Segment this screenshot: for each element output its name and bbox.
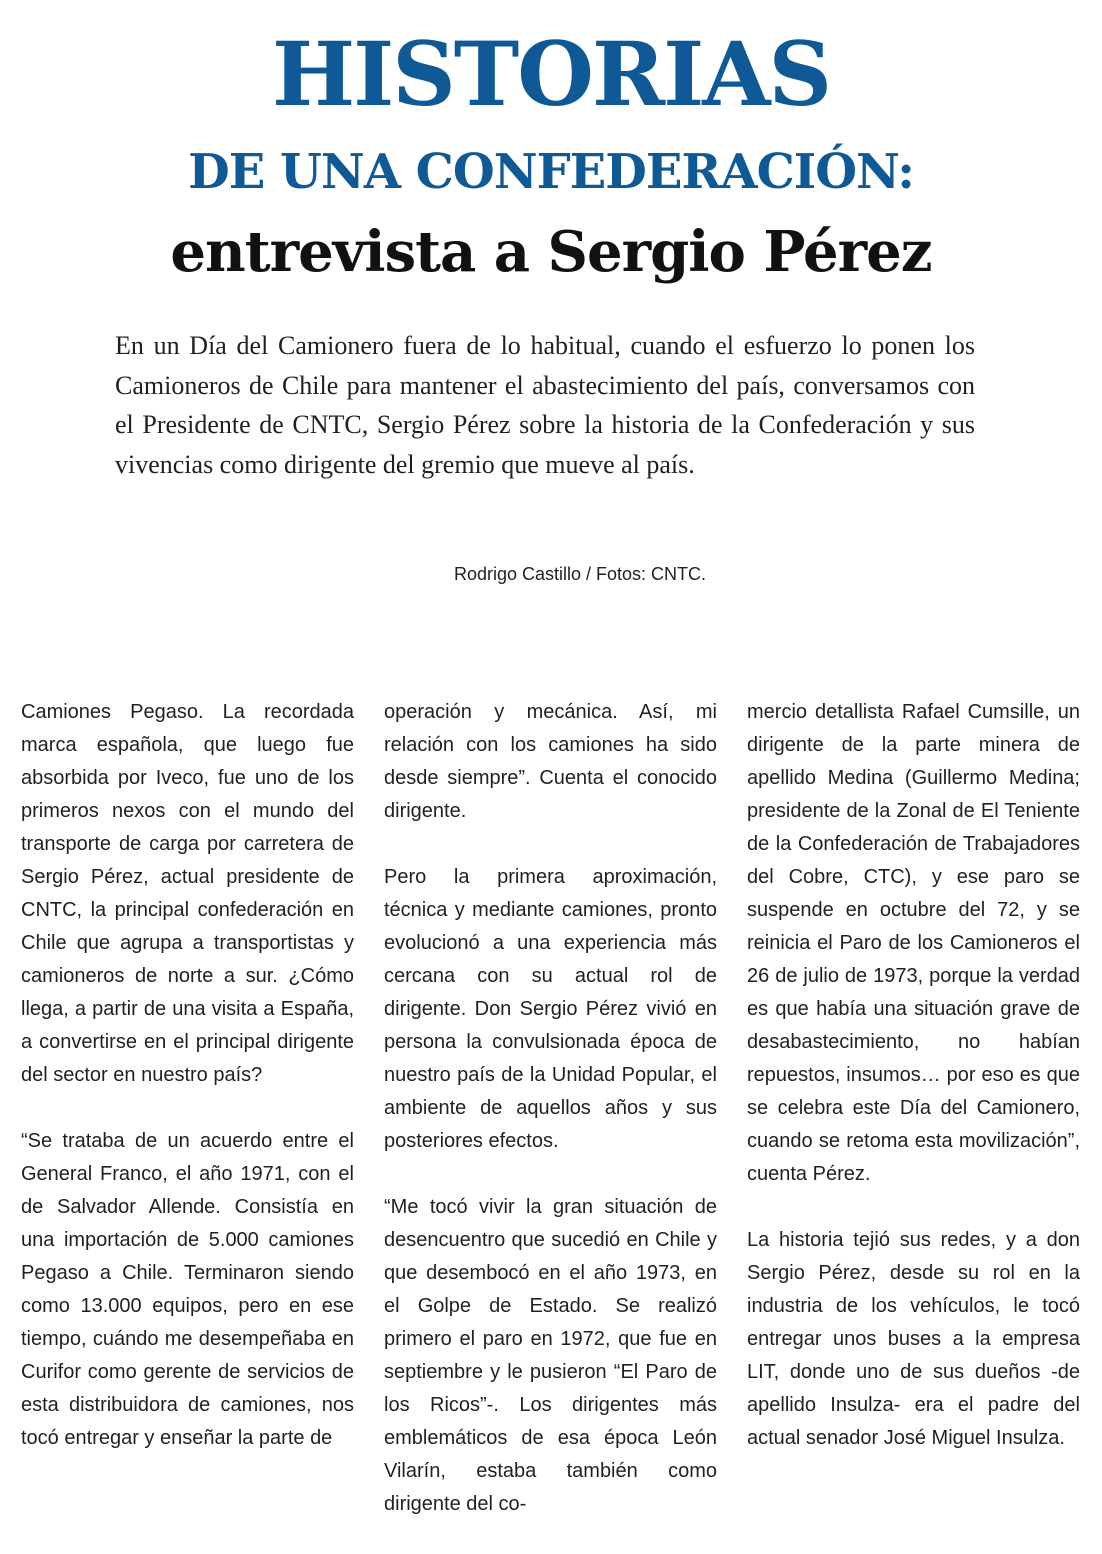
headline-historias: HISTORIAS bbox=[271, 22, 831, 126]
headline-confederacion: DE UNA CONFEDERACIÓN: bbox=[188, 144, 914, 200]
article-paragraph: “Me tocó vivir la gran situación de desencuentro que sucedió en Chile y que desembocó en el año 1973, en el Golpe de Estado. Se realizó primero el paro en 1972, que fue en septiembre y le pusieron “El Paro de los Ricos”-. Los dirigentes más emblemáticos de esa época León Vilarín, estaba también como dirigente del co- bbox=[384, 1196, 717, 1515]
article-column-1 bbox=[21, 696, 354, 1488]
article-paragraph: “Se trataba de un acuerdo entre el General Franco, el año 1971, con el de Salvador Allende. Consistía en una importación de 5.000 camiones Pegaso a Chile. Terminaron siendo como 13.000 equipos, pero en ese tiempo, cuándo me desempeñaba en Curifor como gerente de servicios de esta distribuidora de camiones, nos tocó entregar y enseñar la parte de bbox=[21, 1130, 354, 1449]
headline-entrevista: entrevista a Sergio Pérez bbox=[170, 219, 932, 285]
article-paragraph: Camiones Pegaso. La recordada marca española, que luego fue absorbida por Iveco, fue uno de los primeros nexos con el mundo del transporte de carga por carretera de Sergio Pérez, actual presidente de CNTC, la principal confederación en Chile que agrupa a transportistas y camioneros de norte a sur. ¿Cómo llega, a partir de una visita a España, a convertirse en el principal dirigente del sector en nuestro país? bbox=[21, 701, 354, 1086]
article-paragraph: La historia tejió sus redes, y a don Sergio Pérez, desde su rol en la industria de los vehículos, le tocó entregar unos buses a la empresa LIT, donde uno de sus dueños -de apellido Insulza- era el padre del actual senador José Miguel Insulza. bbox=[747, 1229, 1080, 1449]
byline: Rodrigo Castillo / Fotos: CNTC. bbox=[453, 564, 707, 584]
article-paragraph: Pero la primera aproximación, técnica y mediante camiones, pronto evolucionó a una experiencia más cercana con su actual rol de dirigente. Don Sergio Pérez vivió en persona la convulsionada época de nuestro país de la Unidad Popular, el ambiente de aquellos años y sus posteriores efectos. bbox=[384, 866, 717, 1152]
lead-paragraph: En un Día del Camionero fuera de lo habitual, cuando el esfuerzo lo ponen los Camioneros de Chile para mantener el abastecimiento del país, conversamos con el Presidente de CNTC, Sergio Pérez sobre la historia de la Confederación y sus vivencias como dirigente del gremio que mueve al país. bbox=[115, 331, 975, 479]
article-paragraph: operación y mecánica. Así, mi relación con los camiones ha sido desde siempre”. Cuenta el conocido dirigente. bbox=[384, 701, 717, 822]
article-column-2 bbox=[384, 696, 717, 1554]
article-column-3 bbox=[747, 696, 1080, 1488]
article-paragraph: mercio detallista Rafael Cumsille, un dirigente de la parte minera de apellido Medina (Guillermo Medina; presidente de la Zonal de El Teniente de la Confederación de Trabajadores del Cobre, CTC), y ese paro se suspende en octubre del 72, y se reinicia el Paro de los Camioneros el 26 de julio de 1973, porque la verdad es que había una situación grave de desabastecimiento, no habían repuestos, insumos… por eso es que se celebra este Día del Camionero, cuando se retoma esta movilización”, cuenta Pérez. bbox=[747, 701, 1080, 1185]
